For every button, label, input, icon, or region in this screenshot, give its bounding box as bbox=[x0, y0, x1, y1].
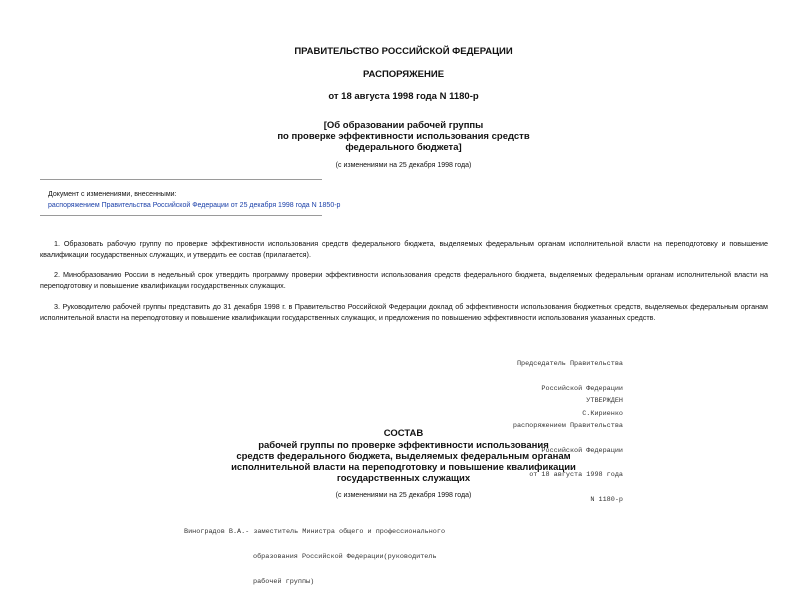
paragraph-2: 2. Минобразованию России в недельный срок утвердить программу проверки эффективности использования средств федерального бюджета, выделяемых федеральным органам исполнительной власти на переподготовку и повышение квалификации государственных служащих. bbox=[40, 270, 768, 290]
composition-line: исполнительной власти на переподготовку и повышение квалификации bbox=[231, 462, 576, 473]
title-line: федерального бюджета] bbox=[345, 142, 462, 153]
paragraph-1: 1. Образовать рабочую группу по проверке эффективности использования средств федерального бюджета, выделяемых федеральным органам исполнительной власти на переподготовку и повышение квалификации государственных служащих, и утвердить ее состав (прилагается). bbox=[40, 239, 768, 259]
document-type: РАСПОРЯЖЕНИЕ bbox=[362, 69, 445, 80]
title-line: [Об образовании рабочей группы bbox=[323, 120, 484, 131]
approval-line: от 18 августа 1998 года bbox=[529, 471, 623, 480]
approval-line: распоряжением Правительства bbox=[512, 422, 623, 431]
member-entry bbox=[184, 512, 445, 594]
composition-line: рабочей группы по проверке эффективности использования bbox=[258, 440, 549, 451]
member-line: Виноградов В.А.- заместитель Министра общего и профессионального bbox=[184, 528, 446, 537]
document-date-number: от 18 августа 1998 года N 1180-р bbox=[328, 91, 479, 102]
amendments-top-rule bbox=[40, 179, 322, 180]
composition-line: средств федерального бюджета, выделяемых федеральным органам bbox=[236, 451, 571, 462]
composition-title bbox=[0, 440, 807, 484]
government-heading: ПРАВИТЕЛЬСТВО РОССИЙСКОЙ ФЕДЕРАЦИИ bbox=[294, 46, 513, 57]
composition-heading: СОСТАВ bbox=[383, 428, 424, 439]
amendment-link[interactable]: распоряжением Правительства Российской Федерации от 25 декабря 1998 года N 1850-р bbox=[48, 202, 341, 209]
document-title bbox=[0, 120, 807, 153]
amendments-intro: Документ с изменениями, внесенными: bbox=[48, 191, 177, 198]
amendments-bottom-rule bbox=[40, 215, 322, 216]
paragraph-3: 3. Руководителю рабочей группы представить до 31 декабря 1998 г. в Правительство Российской Федерации доклад об эффективности использования бюджетных средств, выделяемых федеральным органам исполнительной власти на переподготовку и повышение квалификации государственных служащих, и предложения по повышению эффективности использования указанных средств. bbox=[40, 302, 768, 322]
signature-name: С.Кириенко bbox=[582, 409, 623, 418]
member-line: образования Российской Федерации(руководитель bbox=[253, 553, 437, 562]
member-line: рабочей группы) bbox=[253, 577, 315, 586]
title-line: по проверке эффективности использования средств bbox=[277, 131, 530, 142]
approval-line: Российской Федерации bbox=[541, 446, 623, 455]
signature-line: Российской Федерации bbox=[541, 385, 623, 394]
composition-line: государственных служащих bbox=[336, 473, 471, 484]
approval-line: N 1180-р bbox=[590, 495, 623, 504]
approval-line: УТВЕРЖДЕН bbox=[586, 397, 623, 406]
signature-line: Председатель Правительства bbox=[516, 360, 623, 369]
amendment-note: (с изменениями на 25 декабря 1998 года) bbox=[335, 162, 472, 169]
composition-amendment-note: (с изменениями на 25 декабря 1998 года) bbox=[335, 492, 472, 499]
